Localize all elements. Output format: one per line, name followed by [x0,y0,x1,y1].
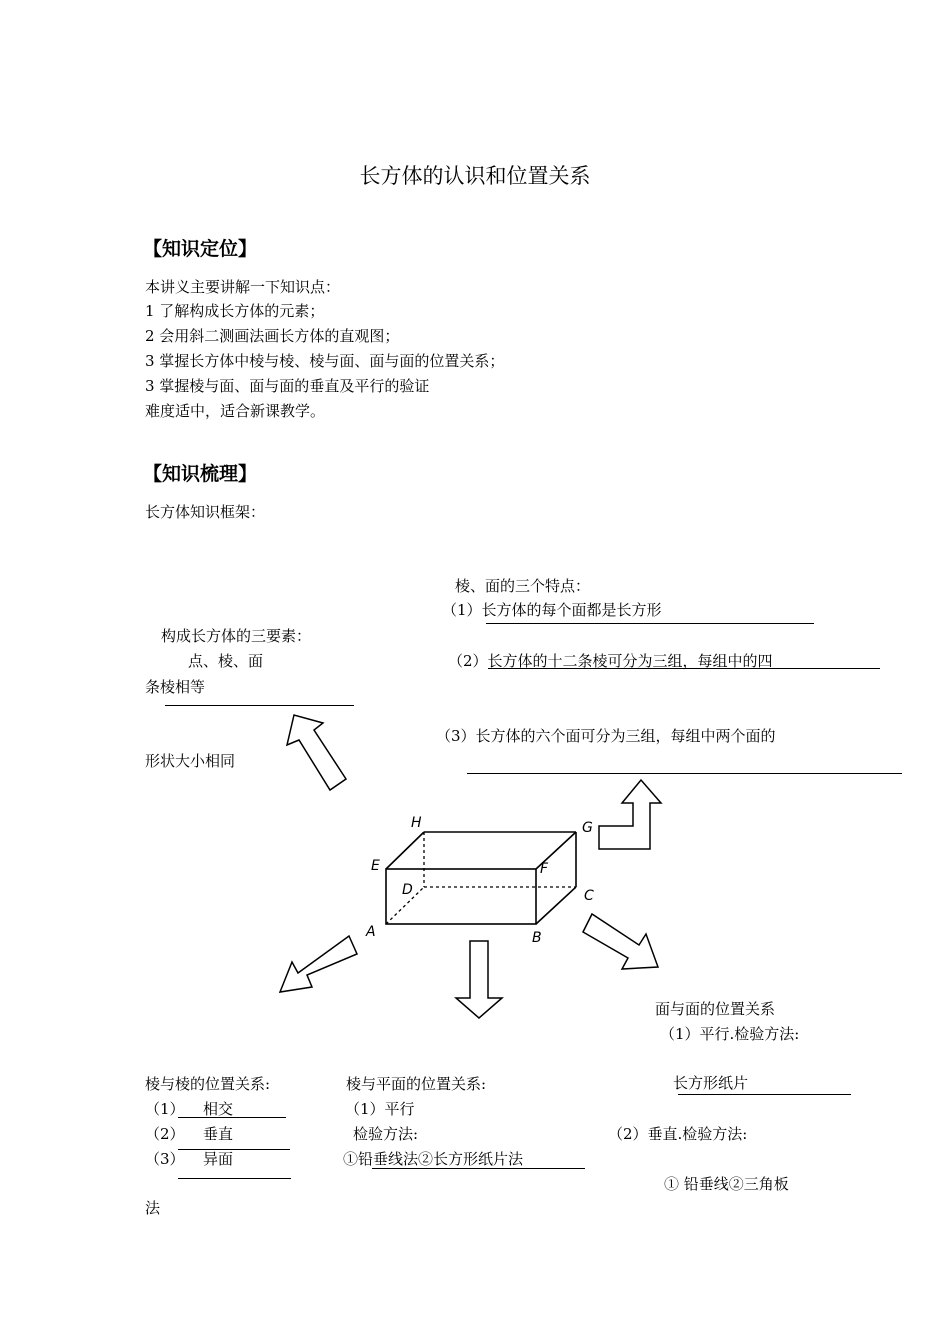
vertex-h-label: H [411,815,422,831]
arrow-down-left-icon [280,936,357,992]
underline [372,1168,585,1169]
vertex-a-label: A [366,924,376,940]
face-face-heading: 面与面的位置关系 [655,1000,776,1018]
feature-2a: （2）长方体的十二条棱可分为三组，每组中的四 [448,652,773,670]
vertex-d-label: D [402,882,413,898]
feature-3a: （3）长方体的六个面可分为三组，每组中两个面的 [436,727,776,745]
edge-edge-num-3: （3） [145,1150,185,1168]
edge-BC [536,887,576,924]
point-line-3: 3 掌握长方体中棱与棱、棱与面、面与面的位置关系； [145,352,505,370]
arrow-bent-up-icon [599,780,661,849]
feature-2b: 条棱相等 [145,678,206,696]
face-face-method-cont: 法 [145,1199,161,1217]
feature-3b: 形状大小相同 [145,752,236,770]
face-face-parallel: （1）平行.检验方法: [660,1025,800,1043]
section-heading-knowledge-position: 【知识定位】 [143,238,258,260]
underline [178,1149,290,1150]
vertex-b-label: B [532,930,542,946]
edge-plane-parallel: （1）平行 [345,1100,415,1118]
vertex-f-label: F [540,861,549,877]
edge-plane-method: ①铅垂线法②长方形纸片法 [343,1150,524,1168]
edge-plane-method-label: 检验方法: [353,1125,419,1143]
elements-heading: 构成长方体的三要素： [161,627,312,645]
edge-edge-perpendicular: 垂直 [203,1125,234,1143]
face-face-parallel-method: 长方形纸片 [673,1074,749,1092]
edge-edge-heading: 棱与棱的位置关系: [145,1075,271,1093]
edge-edge-skew: 异面 [203,1150,234,1168]
difficulty-line: 难度适中，适合新课教学。 [145,402,326,420]
underline [178,1178,291,1179]
underline [678,1094,851,1095]
framework-intro: 长方体知识框架： [145,503,266,521]
edge-plane-heading: 棱与平面的位置关系: [346,1075,487,1093]
section-heading-knowledge-review: 【知识梳理】 [143,463,258,485]
edge-edge-intersect: 相交 [203,1100,234,1118]
vertex-e-label: E [371,858,380,874]
feature-1: （1）长方体的每个面都是长方形 [442,601,662,619]
vertex-g-label: G [582,820,593,836]
features-heading: 棱、面的三个特点： [455,577,591,595]
arrow-up-left-icon [287,715,346,790]
elements-items: 点、棱、面 [188,652,264,670]
edge-edge-num-2: （2） [145,1125,185,1143]
point-line-1: 1 了解构成长方体的元素； [145,302,325,320]
face-face-perpendicular-method: ① 铅垂线②三角板 [664,1175,789,1193]
arrow-down-right-icon [583,914,658,969]
vertex-c-label: C [584,888,594,904]
point-line-2: 2 会用斜二测画法画长方体的直观图； [145,327,400,345]
point-line-4: 3 掌握棱与面、面与面的垂直及平行的验证 [145,377,430,395]
page-title: 长方体的认识和位置关系 [359,164,591,188]
face-face-perpendicular: （2）垂直.检验方法: [608,1125,748,1143]
underline [178,1117,286,1118]
arrow-down-icon [456,941,502,1018]
edge-EH [386,832,424,869]
intro-line: 本讲义主要讲解一下知识点： [145,278,341,296]
edge-edge-num-1: （1） [145,1100,185,1118]
